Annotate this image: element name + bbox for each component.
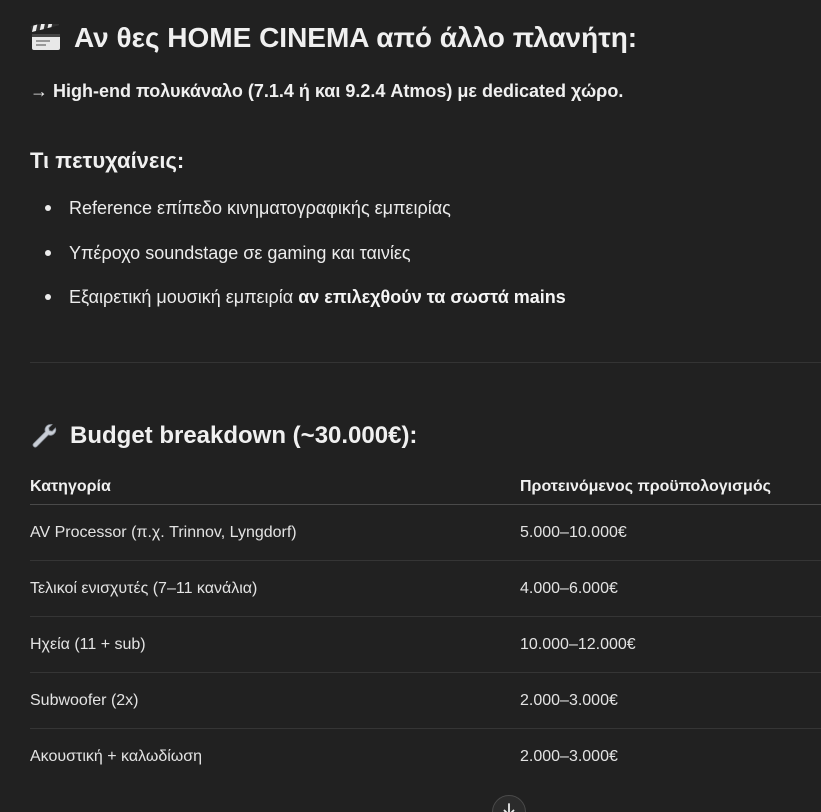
table-row xyxy=(30,617,821,673)
column-header-category: Κατηγορία xyxy=(30,478,111,495)
scroll-to-bottom-button[interactable] xyxy=(492,795,526,812)
wrench-icon xyxy=(30,422,58,450)
budget-heading xyxy=(30,422,417,450)
table-row xyxy=(30,729,821,784)
list-item xyxy=(30,196,566,220)
table-cell-category: AV Processor (π.χ. Trinnov, Lyngdorf) xyxy=(30,523,297,541)
table-cell-budget: 4.000–6.000€ xyxy=(520,579,618,597)
column-header-budget: Προτεινόμενος προϋπολογισμός xyxy=(520,478,771,495)
table-cell-budget: 10.000–12.000€ xyxy=(520,635,636,653)
arrow-down-icon xyxy=(502,803,516,812)
list-item xyxy=(30,241,566,265)
table-row xyxy=(30,561,821,617)
setup-summary: → High-end πολυκάναλο (7.1.4 ή και 9.2.4 Atmos) με dedicated χώρο. xyxy=(30,81,624,101)
table-cell-budget: 2.000–3.000€ xyxy=(520,691,618,709)
section-divider xyxy=(30,362,821,363)
section-title-text: Αν θες HOME CINEMA από άλλο πλανήτη: xyxy=(74,22,638,53)
list-item-text: Reference επίπεδο κινηματογραφικής εμπειρίας xyxy=(69,198,451,218)
table-cell-category: Subwoofer (2x) xyxy=(30,691,139,709)
table-header xyxy=(30,470,821,505)
table-cell-category: Ηχεία (11 + sub) xyxy=(30,635,146,653)
table-row xyxy=(30,505,821,561)
list-item-text: Υπέροχο soundstage σε gaming και ταινίες xyxy=(69,242,411,263)
bullet-dot xyxy=(45,294,51,300)
list-item-text: Εξαιρετική μουσική εμπειρία xyxy=(69,287,299,307)
budget-heading-text: Budget breakdown (~30.000€): xyxy=(70,422,418,449)
table-cell-category: Ακουστική + καλωδίωση xyxy=(30,747,203,765)
budget-table xyxy=(30,470,821,784)
table-cell-category: Τελικοί ενισχυτές (7–11 κανάλια) xyxy=(30,579,258,597)
table-cell-budget: 5.000–10.000€ xyxy=(520,523,627,541)
table-row xyxy=(30,673,821,729)
benefits-heading: Τι πετυχαίνεις: xyxy=(30,148,185,173)
list-item xyxy=(30,285,566,309)
benefits-list xyxy=(30,196,566,330)
table-cell-budget: 2.000–3.000€ xyxy=(520,747,618,765)
clapper-board-icon xyxy=(30,24,62,52)
list-item-emphasis: αν επιλεχθούν τα σωστά mains xyxy=(298,287,566,307)
bullet-dot xyxy=(45,250,51,256)
bullet-dot xyxy=(45,205,51,211)
section-title xyxy=(30,22,637,54)
